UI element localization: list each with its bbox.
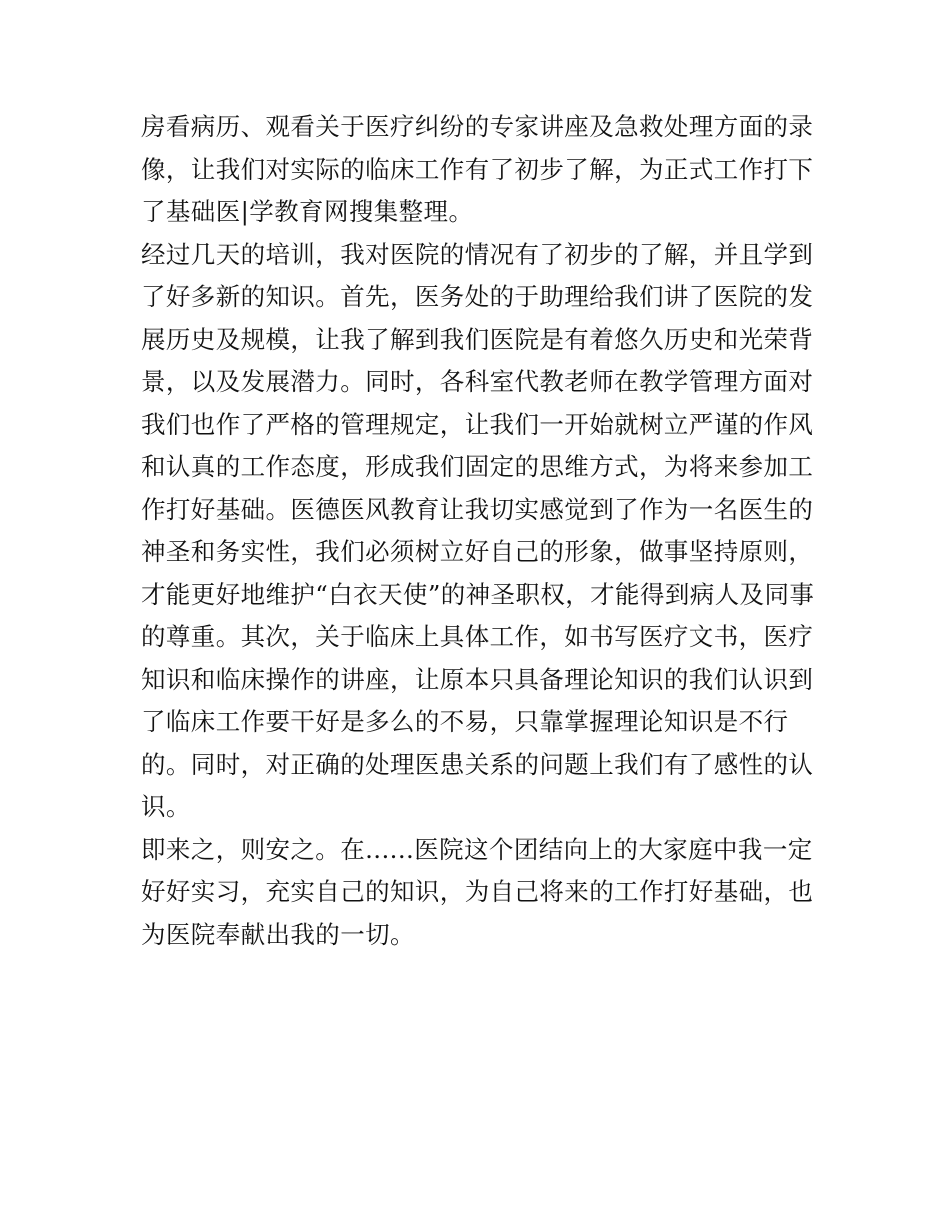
- text-line: 经过几天的培训，我对医院的情况有了初步的了解，并且学到: [141, 239, 814, 269]
- text-line: 的尊重。其次，关于临床上具体工作，如书写医疗文书，医疗: [141, 622, 814, 651]
- text-line: 为医院奉献出我的一切。: [141, 919, 415, 949]
- text-line: 景，以及发展潜力。同时，各科室代教老师在教学管理方面对: [141, 367, 814, 396]
- text-line: 我们也作了严格的管理规定，让我们一开始就树立严谨的作风: [141, 409, 814, 439]
- text-line: 展历史及规模，让我了解到我们医院是有着悠久历史和光荣背: [141, 324, 814, 354]
- text-line: 知识和临床操作的讲座，让原本只具备理论知识的我们认识到: [141, 664, 814, 694]
- text-line: 识。: [141, 792, 191, 821]
- document-body: [141, 106, 821, 956]
- text-line: 好好实习，充实自己的知识，为自己将来的工作打好基础，也: [141, 877, 814, 906]
- text-line: 的。同时，对正确的处理医患关系的问题上我们有了感性的认: [141, 749, 814, 779]
- text-line: 了临床工作要干好是多么的不易，只靠掌握理论知识是不行: [141, 707, 789, 736]
- paragraph-2: [141, 234, 821, 829]
- text-line: 像，让我们对实际的临床工作有了初步了解，为正式工作打下: [141, 154, 814, 184]
- text-line: 神圣和务实性，我们必须树立好自己的形象，做事坚持原则，: [141, 537, 814, 566]
- text-line: 了基础医|学教育网搜集整理。: [141, 197, 474, 226]
- paragraph-3: [141, 829, 821, 957]
- text-line: 房看病历、观看关于医疗纠纷的专家讲座及急救处理方面的录: [141, 112, 814, 141]
- text-line: 才能更好地维护“白衣天使”的神圣职权，才能得到病人及同事: [141, 579, 815, 609]
- text-line: 了好多新的知识。首先，医务处的于助理给我们讲了医院的发: [141, 282, 814, 311]
- text-line: 和认真的工作态度，形成我们固定的思维方式，为将来参加工: [141, 452, 814, 481]
- paragraph-1: [141, 106, 821, 234]
- text-line: 作打好基础。医德医风教育让我切实感觉到了作为一名医生的: [141, 494, 814, 524]
- text-line: 即来之，则安之。在......医院这个团结向上的大家庭中我一定: [141, 834, 813, 864]
